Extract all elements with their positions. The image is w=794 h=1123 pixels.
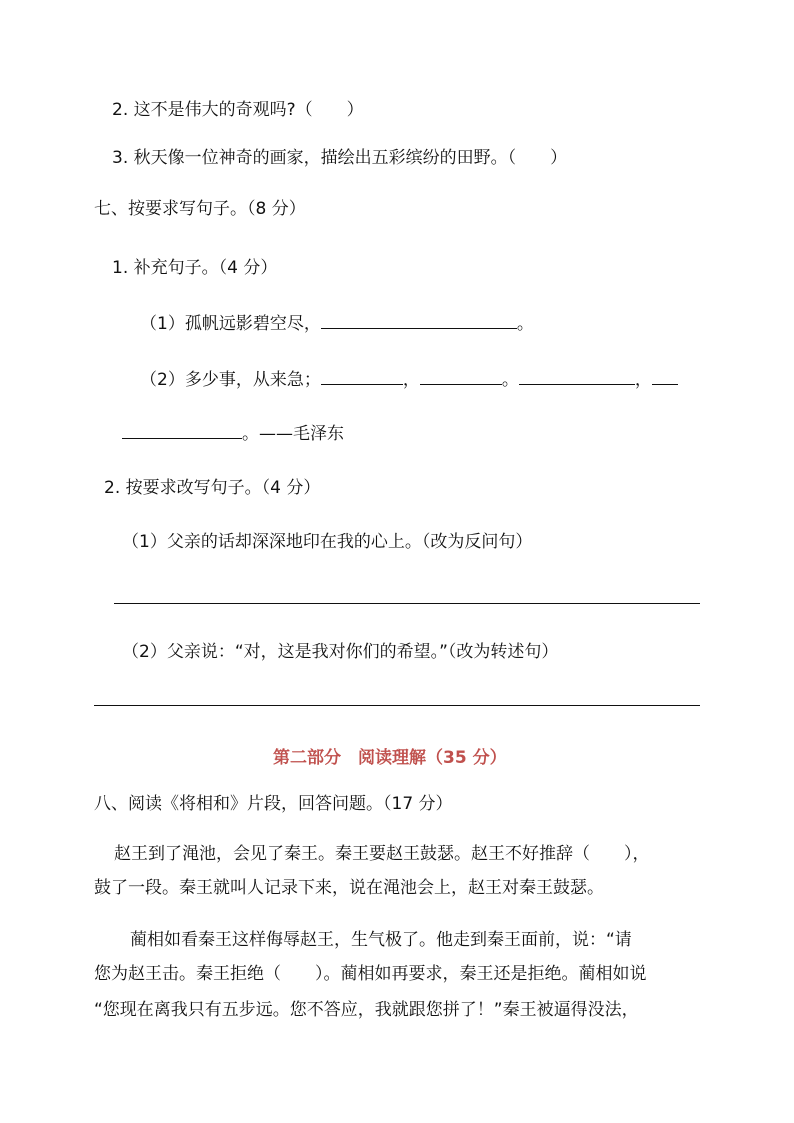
part-2-title: 第二部分 阅读理解（35 分） [273,748,507,768]
fill-in-1 [140,312,534,336]
passage-paragraph-2-line-2: 您为赵王击。秦王拒绝（ ）。蔺相如再要求，秦王还是拒绝。蔺相如说 [94,964,647,984]
separator: ， [634,370,652,390]
fill-in-1-suffix: 。 [516,314,534,334]
fill-in-1-prefix: （1）孤帆远影碧空尽， [140,314,321,334]
section-8-heading: 八、阅读《将相和》片段，回答问题。（17 分） [94,794,453,814]
section-7-heading: 七、按要求写句子。（8 分） [94,199,306,219]
answer-blank[interactable] [321,312,517,329]
answer-line-1[interactable] [114,603,700,604]
answer-line-2[interactable] [94,705,700,706]
fill-in-2-continued [122,422,344,446]
section-7-part-1-heading: 1. 补充句子。（4 分） [112,258,278,278]
answer-blank[interactable] [321,368,403,385]
passage-paragraph-1-line-1: 赵王到了渑池，会见了秦王。秦王要赵王鼓瑟。赵王不好推辞（ ）， [114,844,650,864]
answer-blank[interactable] [519,368,635,385]
separator: ， [402,370,420,390]
separator: 。 [501,370,519,390]
answer-blank[interactable] [652,368,678,385]
rewrite-2-prompt: （2）父亲说：“对，这是我对你们的希望。”（改为转述句） [122,642,559,662]
fill-in-2 [140,368,678,392]
section-7-part-2-heading: 2. 按要求改写句子。（4 分） [104,478,321,498]
fill-in-2-end: 。——毛泽东 [242,424,344,444]
question-6-2: 2. 这不是伟大的奇观吗?（ ） [112,100,364,120]
rewrite-1-prompt: （1）父亲的话却深深地印在我的心上。（改为反问句） [122,532,533,552]
fill-in-2-prefix: （2）多少事，从来急； [140,370,321,390]
question-6-3: 3. 秋天像一位神奇的画家，描绘出五彩缤纷的田野。（ ） [112,148,568,168]
passage-paragraph-2-line-3: “您现在离我只有五步远。您不答应，我就跟您拼了！”秦王被逼得没法， [94,1000,639,1020]
answer-blank[interactable] [122,422,242,439]
passage-paragraph-1-line-2: 鼓了一段。秦王就叫人记录下来，说在渑池会上，赵王对秦王鼓瑟。 [94,878,604,898]
answer-blank[interactable] [420,368,502,385]
passage-paragraph-2-line-1: 蔺相如看秦王这样侮辱赵王，生气极了。他走到秦王面前，说：“请 [130,930,632,950]
